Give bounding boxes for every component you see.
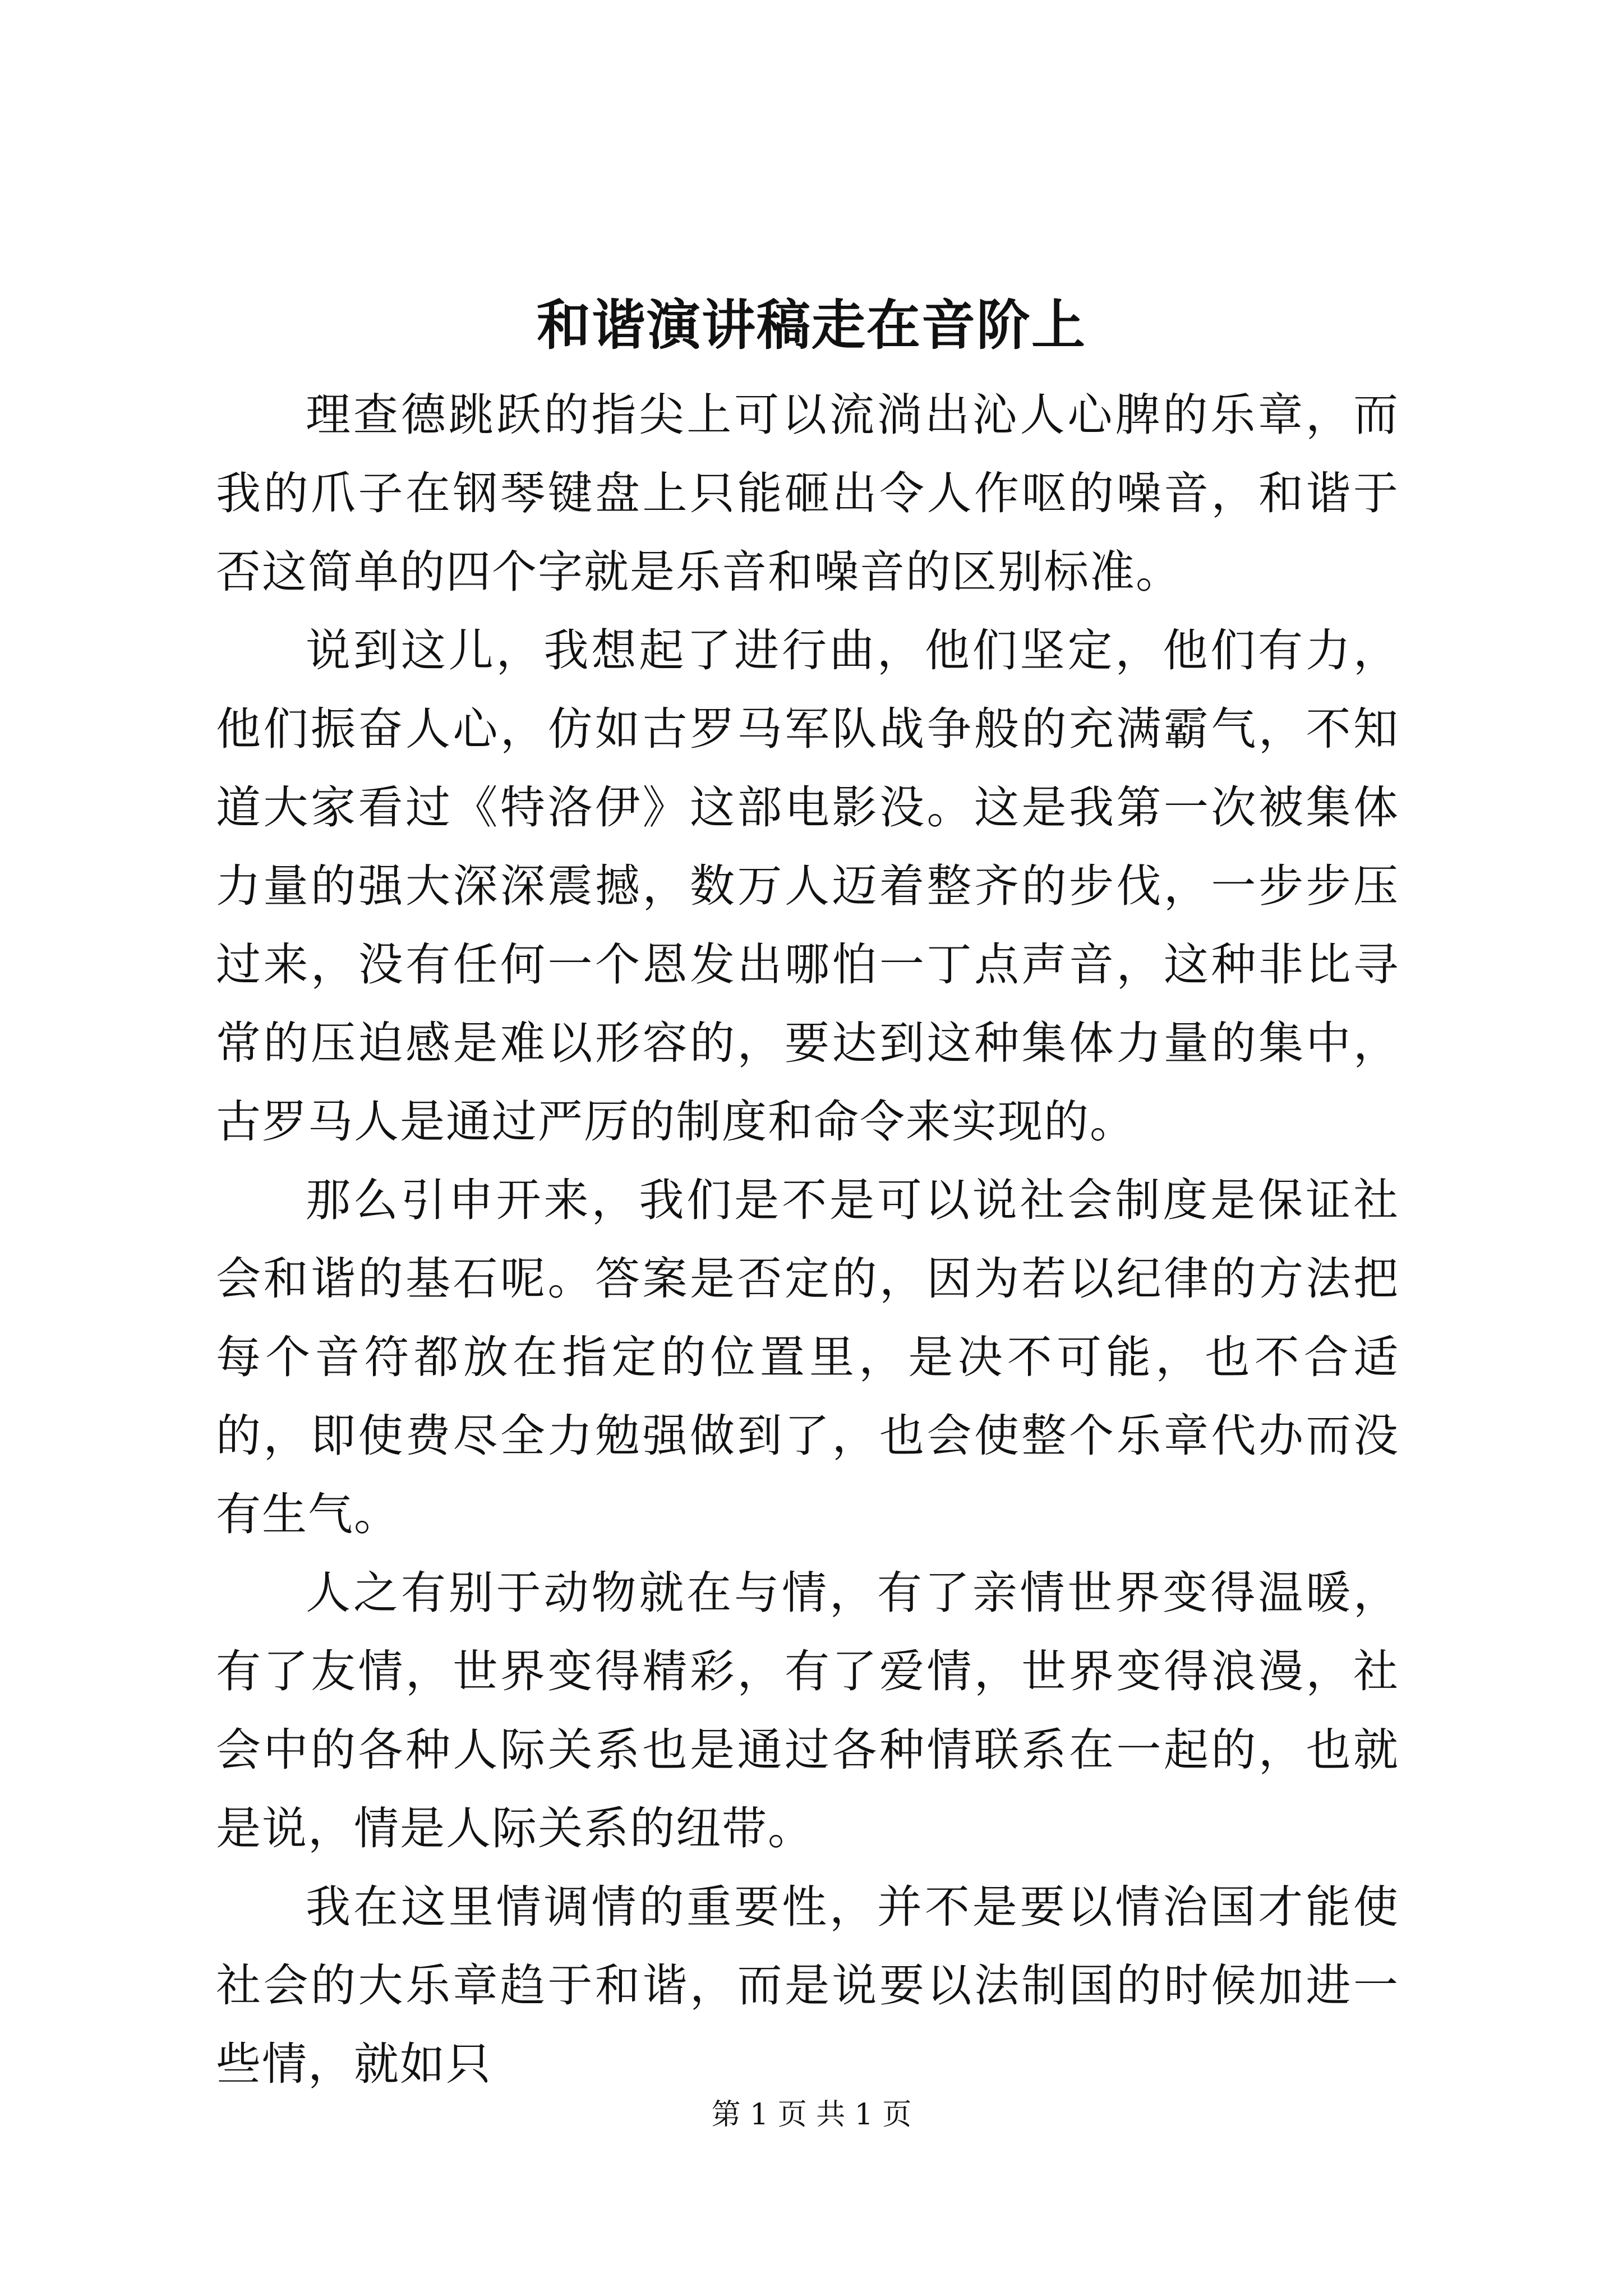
document-title: 和谐演讲稿走在音阶上 [537, 293, 1086, 357]
paragraph-1: 理查德跳跃的指尖上可以流淌出沁人心脾的乐章，而我的爪子在钢琴键盘上只能砸出令人作呕的噪音，和谐于否这简单的四个字就是乐音和噪音的区别标准。 [216, 389, 1399, 598]
paragraph-2: 说到这儿，我想起了进行曲，他们坚定，他们有力，他们振奋人心，仿如古罗马军队战争般的充满霸气，不知道大家看过《特洛伊》这部电影没。这是我第一次被集体力量的强大深深震撼，数万人迈着整齐的步伐，一步步压过来，没有任何一个恩发出哪怕一丁点声音，这种非比寻常的压迫感是难以形容的，要达到这种集体力量的集中，古罗马人是通过严厉的制度和命令来实现的。 [216, 624, 1399, 1148]
paragraph-5: 我在这里情调情的重要性，并不是要以情治国才能使社会的大乐章趋于和谐，而是说要以法制国的时候加进一些情，就如只 [216, 1881, 1399, 2090]
document-body [216, 376, 1399, 2104]
paragraph-4: 人之有别于动物就在与情，有了亲情世界变得温暖，有了友情，世界变得精彩，有了爱情，世界变得浪漫，社会中的各种人际关系也是通过各种情联系在一起的，也就是说，情是人际关系的纽带。 [216, 1567, 1399, 1855]
paragraph-3: 那么引申开来，我们是不是可以说社会制度是保证社会和谐的基石呢。答案是否定的，因为若以纪律的方法把每个音符都放在指定的位置里，是决不可能，也不合适的，即使费尽全力勉强做到了，也会使整个乐章代办而没有生气。 [216, 1174, 1399, 1540]
page-footer: 第 1 页 共 1 页 [711, 2098, 912, 2132]
